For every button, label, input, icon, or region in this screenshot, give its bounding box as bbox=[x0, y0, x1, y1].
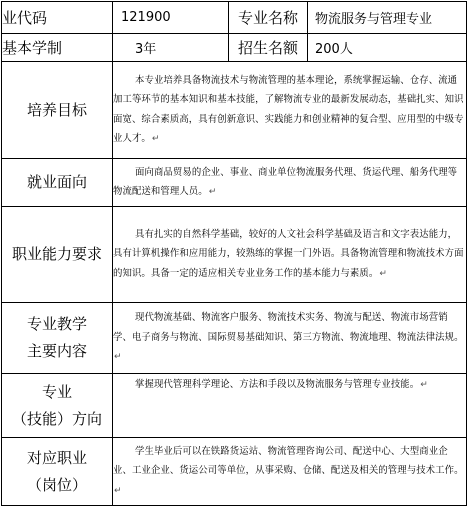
employment-text-cell: 面向商品贸易的企业、事业、商业单位物流服务代理、货运代理、船务代理等物流配送和管理人员。↵ bbox=[113, 159, 467, 207]
teaching-content-label bbox=[2, 303, 113, 374]
skill-direction-text: 掌握现代管理科学理论、方法和手段以及物流服务与管理专业技能。 bbox=[135, 379, 420, 390]
row-teaching-content bbox=[2, 303, 467, 374]
career-text-cell: 学生毕业后可以在铁路货运站、物流管理咨询公司、配送中心、大型商业企业、工业企业、货运公司等单位，从事采购、仓储、配送及相关的管理与技术工作。↵ bbox=[113, 438, 467, 506]
training-goal-label-line: 培养目标 bbox=[26, 100, 87, 119]
teaching-content-text: 现代物流基础、物流客户服务、物流技术实务、物流与配送、物流市场营销学、电子商务与物流、国际贸易基础知识、第三方物流、物流地理、物流法律法规。 bbox=[113, 312, 464, 343]
career-label-line-2: （岗位） bbox=[26, 475, 87, 494]
career-text: 学生毕业后可以在铁路货运站、物流管理咨询公司、配送中心、大型商业企业、工业企业、货运公司等单位，从事采购、仓储、配送及相关的管理与技术工作。 bbox=[113, 445, 464, 477]
program-code-label: 业代码 bbox=[2, 2, 113, 34]
career-label bbox=[2, 438, 113, 506]
teaching-content-label-line-2: 主要内容 bbox=[26, 342, 87, 360]
row-training-goal bbox=[2, 62, 467, 159]
competency-label bbox=[2, 207, 113, 303]
training-goal-label bbox=[2, 62, 113, 159]
program-name-value: 物流服务与管理专业 bbox=[308, 2, 467, 34]
row-program-code bbox=[2, 2, 467, 34]
skill-direction-label-line-1: 专业 bbox=[41, 382, 72, 401]
employment-label-line: 就业面向 bbox=[26, 173, 87, 191]
duration-value: 3年 bbox=[113, 34, 229, 62]
teaching-content-label-line-1: 专业教学 bbox=[26, 315, 87, 333]
enrollment-value: 200人 bbox=[308, 34, 467, 62]
program-name-label: 专业名称 bbox=[229, 2, 308, 34]
row-duration bbox=[2, 34, 467, 62]
career-label-line-1: 对应职业 bbox=[26, 448, 87, 467]
competency-text: 具有扎实的自然科学基础，较好的人文社会科学基础及语言和文字表达能力，具有计算机操作和应用能力，较熟练的掌握一门外语。具备物流管理和物流技术方面的知识。具备一定的适应相关专业业务工作的基本能力与素质。 bbox=[113, 228, 464, 279]
row-skill-direction bbox=[2, 374, 467, 438]
row-employment bbox=[2, 159, 467, 207]
training-goal-text: 本专业培养具备物流技术与物流管理的基本理论，系统掌握运输、仓存、流通加工等环节的基本知识和基本技能，了解物流专业的最新发展动态，基础扎实、知识面宽、综合素质高，具有创新意识、实践能力和创业精神的复合型、应用型的中级专业人才。 bbox=[113, 74, 464, 144]
skill-direction-label bbox=[2, 374, 113, 438]
competency-text-cell: 具有扎实的自然科学基础，较好的人文社会科学基础及语言和文字表达能力，具有计算机操作和应用能力，较熟练的掌握一门外语。具备物流管理和物流技术方面的知识。具备一定的适应相关专业业务工作的基本能力与素质。↵ bbox=[113, 207, 467, 303]
competency-label-line: 职业能力要求 bbox=[11, 245, 102, 263]
row-competency bbox=[2, 207, 467, 303]
skill-direction-label-line-2: （技能）方向 bbox=[11, 409, 102, 428]
employment-text: 面向商品贸易的企业、事业、商业单位物流服务代理、货运代理、船务代理等物流配送和管理人员。 bbox=[113, 166, 458, 197]
row-career bbox=[2, 438, 467, 506]
employment-label bbox=[2, 159, 113, 207]
skill-direction-text-cell: 掌握现代管理科学理论、方法和手段以及物流服务与管理专业技能。↵ bbox=[113, 374, 467, 438]
duration-label: 基本学制 bbox=[2, 34, 113, 62]
program-info-table bbox=[1, 1, 467, 506]
enrollment-label: 招生名额 bbox=[229, 34, 308, 62]
teaching-content-text-cell: 现代物流基础、物流客户服务、物流技术实务、物流与配送、物流市场营销学、电子商务与物流、国际贸易基础知识、第三方物流、物流地理、物流法律法规。↵ bbox=[113, 303, 467, 374]
training-goal-text-cell: 本专业培养具备物流技术与物流管理的基本理论，系统掌握运输、仓存、流通加工等环节的基本知识和基本技能，了解物流专业的最新发展动态，基础扎实、知识面宽、综合素质高，具有创新意识、实践能力和创业精神的复合型、应用型的中级专业人才。↵ bbox=[113, 62, 467, 159]
program-code-value: 121900 bbox=[113, 2, 229, 34]
